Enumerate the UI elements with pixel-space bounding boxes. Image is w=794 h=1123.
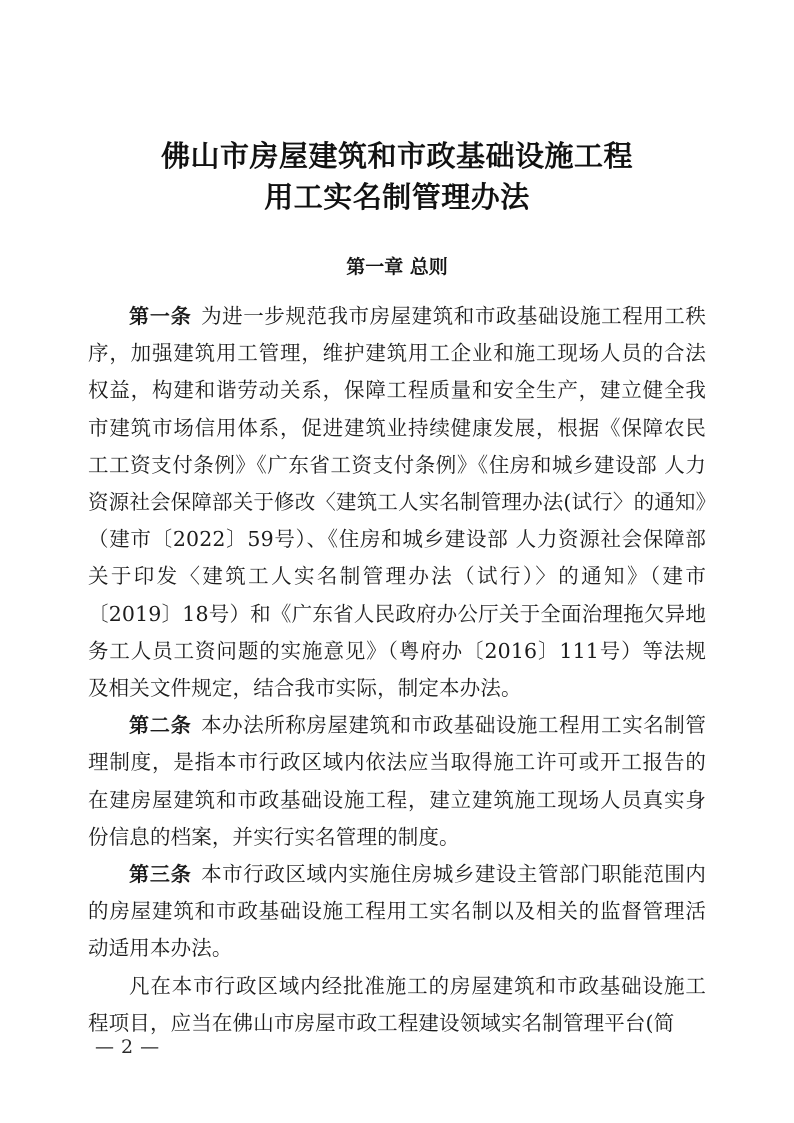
page-footer bbox=[88, 1036, 706, 1058]
document-title-line-2: 用工实名制管理办法 bbox=[264, 180, 530, 214]
footer-dash-right: — bbox=[140, 1036, 160, 1058]
article-3-label: 第三条 bbox=[129, 862, 192, 887]
footer-dash-left: — bbox=[95, 1036, 114, 1058]
chapter-heading: 第一章 总则 bbox=[346, 256, 448, 278]
article-1-text: 为进一步规范我市房屋建筑和市政基础设施工程用工秩序，加强建筑用工管理，维护建筑用工企业和施工现场人员的合法权益，构建和谐劳动关系，保障工程质量和安全生产，建立健全我市建筑市场信用体系，促进建筑业持续健康发展，根据《保障农民工工资支付条例》《广东省工资支付条例》《住房和城乡建设部 人力资源社会保障部关于修改〈建筑工人实名制管理办法(试行〉的通知》（建市〔2022〕59号）、《住房和城乡建设部 人力资源社会保障部关于印发〈建筑工人实名制管理办法（试行）〉的通知》（建市〔2019〕18号）和《广东省人民政府办公厅关于全面治理拖欠异地务工人员工资问题的实施意见》（粤府办〔2016〕111号）等法规及相关文件规定，结合我市实际，制定本办法。 bbox=[88, 304, 706, 701]
article-2-label: 第二条 bbox=[129, 713, 192, 738]
document-title bbox=[88, 136, 706, 218]
article-3-continued-paragraph: 凡在本市行政区域内经批准施工的房屋建筑和市政基础设施工程项目，应当在佛山市房屋市政工程建设领域实名制管理平台(简 bbox=[88, 973, 706, 1035]
article-3-paragraph bbox=[88, 856, 706, 968]
article-3-text: 本市行政区域内实施住房城乡建设主管部门职能范围内的房屋建筑和市政基础设施工程用工实名制以及相关的监督管理活动适用本办法。 bbox=[88, 862, 706, 961]
document-title-line-1: 佛山市房屋建筑和市政基础设施工程 bbox=[160, 139, 633, 173]
page-number: 2 bbox=[121, 1036, 134, 1058]
article-1-label: 第一条 bbox=[129, 304, 192, 328]
article-2-paragraph bbox=[88, 707, 706, 856]
article-2-text: 本办法所称房屋建筑和市政基础设施工程用工实名制管理制度，是指本市行政区域内依法应当取得施工许可或开工报告的在建房屋建筑和市政基础设施工程，建立建筑施工现场人员真实身份信息的档案，并实行实名管理的制度。 bbox=[88, 713, 706, 849]
document-body bbox=[88, 298, 706, 1042]
article-1-paragraph bbox=[88, 298, 706, 707]
